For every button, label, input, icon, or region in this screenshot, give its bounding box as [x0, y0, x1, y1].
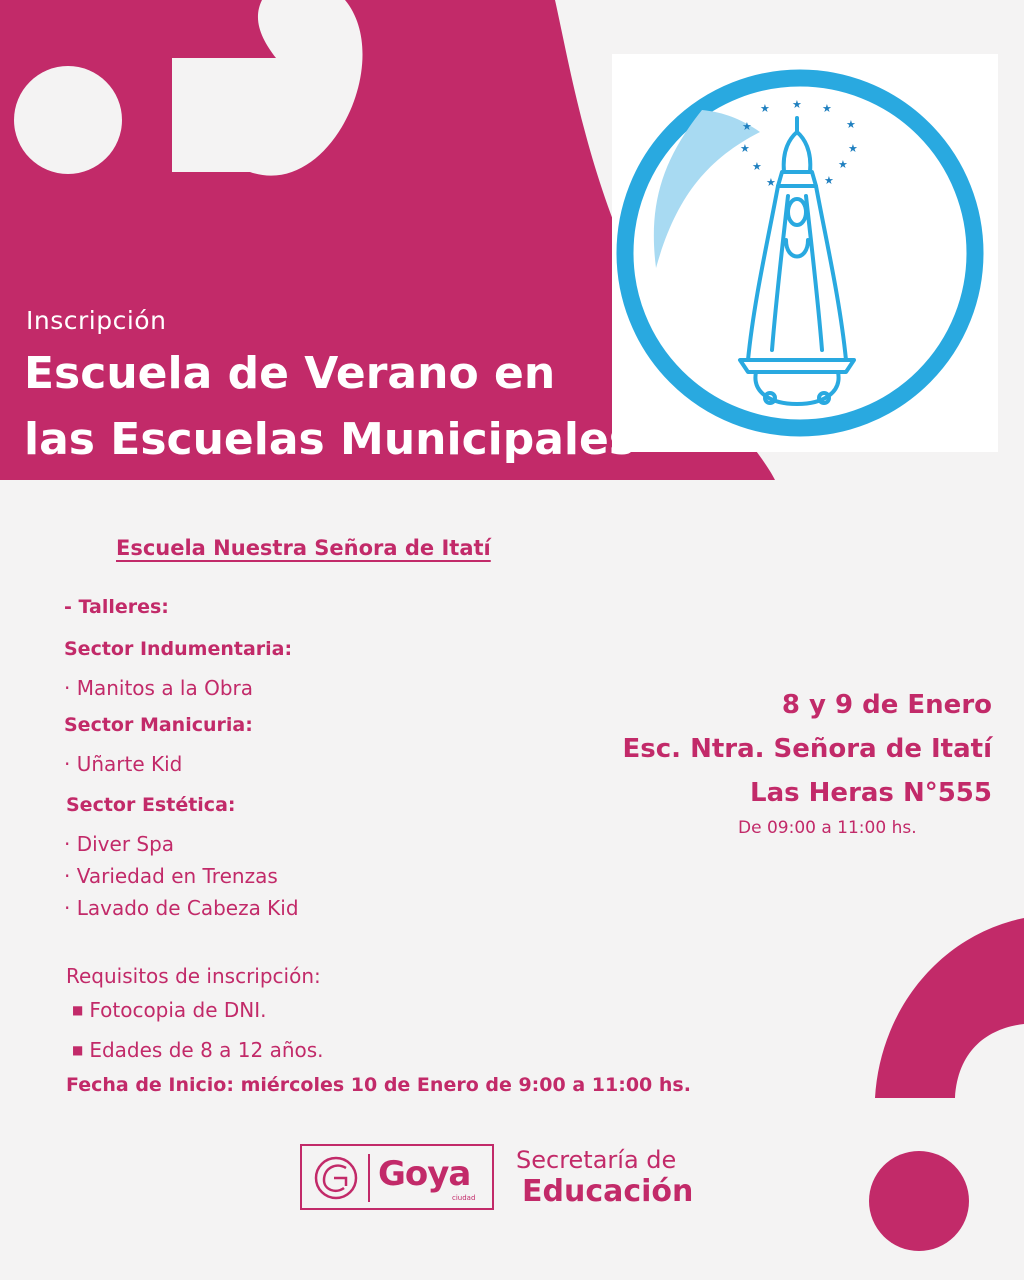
- start-date-text: Fecha de Inicio: miércoles 10 de Enero de 9:00 a 11:00 hs.: [66, 1074, 691, 1096]
- goya-logo-word: Goya: [378, 1154, 471, 1194]
- event-hours: De 09:00 a 11:00 hs.: [738, 818, 917, 838]
- requirement-item: [72, 998, 267, 1022]
- secretaria-line-1: Secretaría de: [516, 1146, 677, 1174]
- goya-emblem-icon: [306, 1148, 366, 1208]
- sector-indumentaria-heading: Sector Indumentaria:: [64, 638, 293, 660]
- logo-divider: [368, 1154, 370, 1202]
- school-name-link[interactable]: Escuela Nuestra Señora de Itatí: [116, 536, 491, 560]
- sector-manicuria-heading: Sector Manicuria:: [64, 714, 253, 736]
- list-item: · Uñarte Kid: [64, 752, 183, 776]
- requirement-text: Edades de 8 a 12 años.: [89, 1038, 324, 1062]
- svg-text:★: ★: [742, 120, 752, 133]
- svg-text:★: ★: [824, 174, 834, 187]
- event-date: 8 y 9 de Enero: [781, 690, 992, 720]
- event-address: Las Heras N°555: [750, 778, 992, 808]
- svg-text:★: ★: [846, 118, 856, 131]
- talleres-heading: - Talleres:: [64, 596, 169, 618]
- goya-logo-icon: [300, 1144, 494, 1210]
- svg-text:★: ★: [822, 102, 832, 115]
- square-bullet-icon: ■: [72, 1003, 84, 1017]
- requirement-item: [72, 1038, 324, 1062]
- list-item: · Manitos a la Obra: [64, 676, 254, 700]
- svg-text:★: ★: [766, 176, 776, 189]
- svg-text:★: ★: [760, 102, 770, 115]
- kicker-text: Inscripción: [26, 306, 167, 335]
- svg-text:★: ★: [740, 142, 750, 155]
- secretaria-line-2: Educación: [522, 1174, 694, 1209]
- svg-text:★: ★: [792, 98, 802, 111]
- page-title-line-2: las Escuelas Municipales: [24, 414, 636, 465]
- list-item: · Variedad en Trenzas: [64, 864, 278, 888]
- square-bullet-icon: ■: [72, 1043, 84, 1057]
- list-item: · Lavado de Cabeza Kid: [64, 896, 299, 920]
- goya-logo-subtext: ciudad: [452, 1194, 476, 1202]
- list-item: · Diver Spa: [64, 832, 175, 856]
- page-title-line-1: Escuela de Verano en: [24, 348, 556, 399]
- svg-text:★: ★: [752, 160, 762, 173]
- sector-estetica-heading: Sector Estética:: [66, 794, 236, 816]
- svg-text:★: ★: [838, 158, 848, 171]
- svg-text:★: ★: [848, 142, 858, 155]
- requirements-heading: Requisitos de inscripción:: [66, 964, 321, 988]
- event-place: Esc. Ntra. Señora de Itatí: [622, 734, 992, 764]
- requirement-text: Fotocopia de DNI.: [89, 998, 267, 1022]
